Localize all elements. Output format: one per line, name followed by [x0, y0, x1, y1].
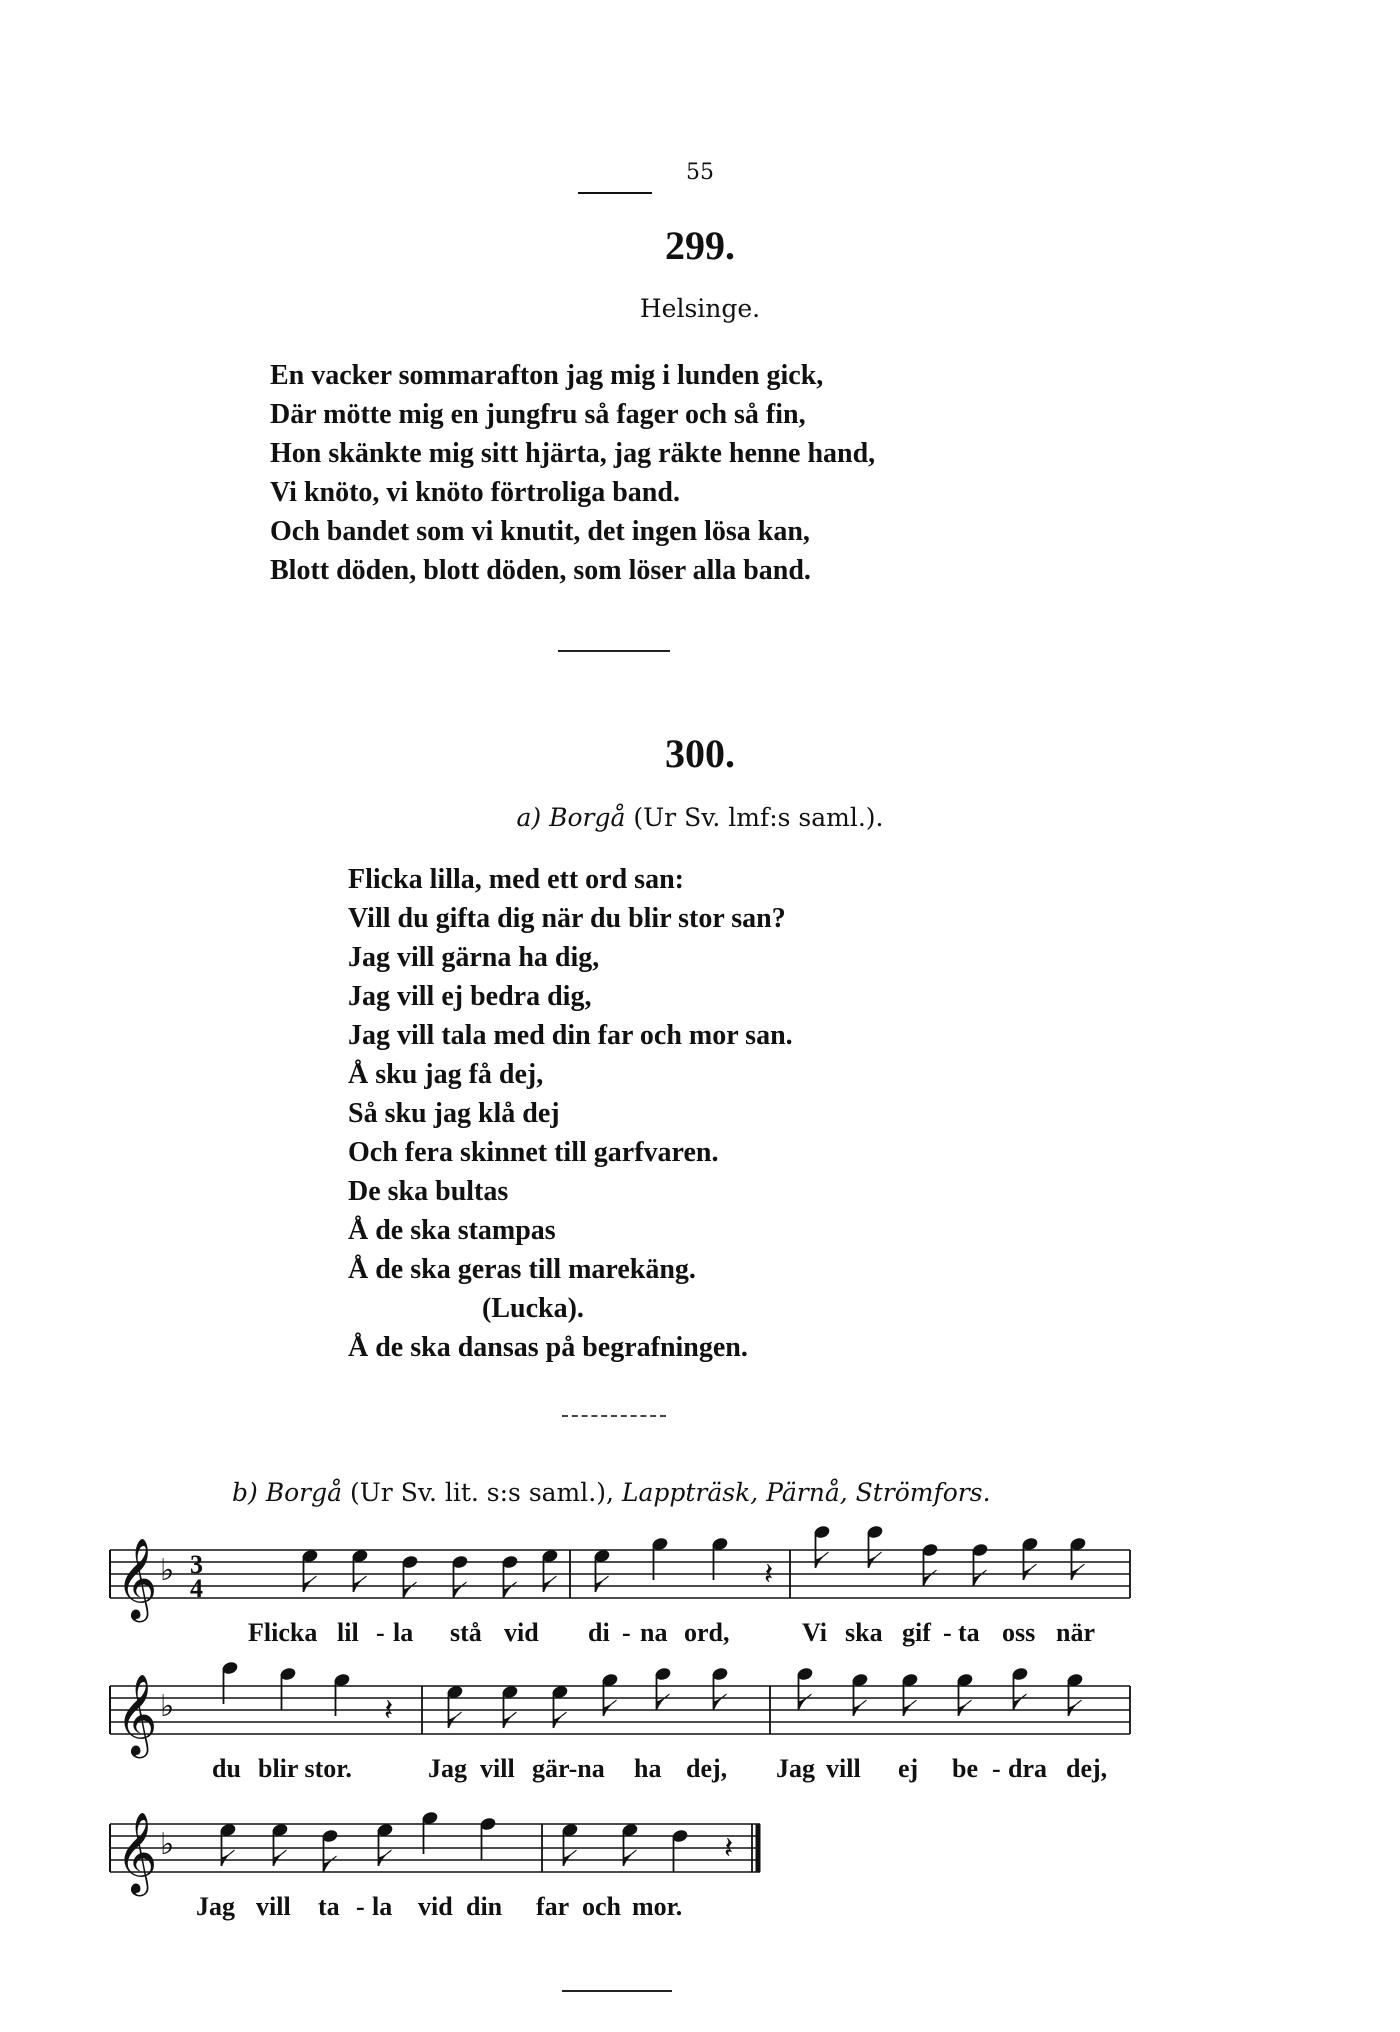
lyric-syllable: lil: [337, 1618, 359, 1647]
note-flag: [1069, 1700, 1082, 1716]
note-flag: [1024, 1564, 1037, 1580]
lyric-syllable: Jag: [776, 1754, 815, 1783]
song-number-299: 299.: [665, 223, 735, 268]
variant-b-note: (Ur Sv. lit. s:s saml.),: [349, 1478, 614, 1507]
lyric-syllable: vid: [504, 1618, 539, 1647]
lyric-syllable: Jag: [428, 1754, 467, 1783]
lyric-syllable: be: [952, 1754, 978, 1783]
lyric-syllable: -: [356, 1892, 365, 1921]
lyric-syllable: la: [372, 1892, 393, 1921]
lyric-syllable: du: [212, 1754, 241, 1783]
lyric-syllable: gif: [902, 1618, 931, 1647]
note-flag: [324, 1856, 337, 1872]
lyric-syllable: dej,: [686, 1754, 728, 1783]
song-number-300: 300.: [665, 731, 735, 776]
page-number-rule: [578, 192, 652, 194]
quarter-rest-icon: 𝄽: [764, 1557, 774, 1592]
note-flag: [904, 1700, 917, 1716]
verse-line: De ska bultas: [348, 1176, 509, 1207]
note-flag: [354, 1576, 367, 1592]
note-flag: [1072, 1564, 1085, 1580]
variant-b-source: [232, 1478, 991, 1507]
verse-line: Och fera skinnet till garfvaren.: [348, 1137, 719, 1168]
music-stave-1: [110, 1536, 1150, 1619]
variant-b-label: b): [232, 1478, 258, 1507]
lyric-syllable: -: [622, 1618, 631, 1647]
note-flag: [799, 1694, 812, 1710]
note-flag: [379, 1850, 392, 1866]
lyric-syllable: -: [992, 1754, 1001, 1783]
note-flag: [449, 1712, 462, 1728]
note-flag: [869, 1552, 882, 1568]
note-flag: [544, 1576, 557, 1592]
verse-line: Där mötte mig en jungfru så fager och så fin,: [270, 399, 806, 430]
note-flag: [624, 1850, 637, 1866]
lyric-syllable: gär-na: [532, 1754, 605, 1783]
lyric-syllable: -: [376, 1618, 385, 1647]
note-flag: [404, 1582, 417, 1598]
lyric-syllable: -: [943, 1618, 952, 1647]
note-flag: [974, 1570, 987, 1586]
note-flag: [454, 1582, 467, 1598]
verse-line: Jag vill gärna ha dig,: [348, 942, 600, 973]
treble-clef-icon: 𝄞: [116, 1811, 158, 1893]
verse-line: Blott döden, blott döden, som löser alla band.: [270, 555, 811, 586]
note-flag: [816, 1552, 829, 1568]
lyric-syllable: ord,: [684, 1618, 730, 1647]
lyric-syllable: när: [1056, 1618, 1095, 1647]
variant-b-places: Lappträsk, Pärnå, Strömfors.: [621, 1478, 991, 1507]
variant-a-label: a): [516, 803, 542, 832]
verse-line: Hon skänkte mig sitt hjärta, jag räkte henne hand,: [270, 438, 876, 469]
flat-icon: ♭: [160, 1553, 175, 1588]
verse-line: Å de ska geras till marekäng.: [348, 1254, 696, 1285]
note-flag: [504, 1712, 517, 1728]
lyric-syllable: ha: [634, 1754, 662, 1783]
lyric-syllable: Jag: [196, 1892, 235, 1921]
lyric-syllable: ta: [318, 1892, 340, 1921]
note-flag: [657, 1694, 670, 1710]
lyric-syllable: ej: [898, 1754, 919, 1783]
lyric-syllable: och: [582, 1892, 621, 1921]
variant-a-place: Borgå: [549, 803, 626, 832]
song-300a-verse: [348, 860, 793, 1367]
lyric-syllable: vid: [418, 1892, 453, 1921]
verse-line: Å de ska dansas på begrafningen.: [348, 1332, 748, 1363]
verse-line: Å de ska stampas: [348, 1215, 556, 1246]
note-flag: [714, 1694, 727, 1710]
lyric-syllable: oss: [1002, 1618, 1036, 1647]
lyric-syllable: dra: [1008, 1754, 1047, 1783]
note-flag: [604, 1700, 617, 1716]
flat-icon: ♭: [160, 1827, 175, 1862]
variant-a-source: [0, 803, 1400, 832]
lyric-syllable: na: [640, 1618, 668, 1647]
lyric-syllable: vill: [826, 1754, 861, 1783]
time-signature-top: 3: [190, 1550, 203, 1579]
note-flag: [959, 1700, 972, 1716]
note-flag: [854, 1700, 867, 1716]
verse-line: Vi knöto, vi knöto förtroliga band.: [270, 477, 680, 508]
verse-line: Flicka lilla, med ett ord san:: [348, 864, 684, 895]
verse-line: Så sku jag klå dej: [348, 1098, 560, 1129]
quarter-rest-icon: 𝄽: [384, 1693, 394, 1728]
treble-clef-icon: 𝄞: [116, 1537, 158, 1619]
time-signature-bottom: 4: [190, 1574, 203, 1603]
lyric-syllable: la: [393, 1618, 414, 1647]
note-flag: [554, 1712, 567, 1728]
note-flag: [596, 1576, 609, 1592]
lyric-syllable: di: [588, 1618, 610, 1647]
lyric-syllable: far: [536, 1892, 570, 1921]
quarter-rest-icon: 𝄽: [724, 1831, 734, 1866]
verse-line: (Lucka).: [482, 1293, 584, 1324]
lyric-syllable: mor.: [632, 1892, 683, 1921]
lyric-syllable: vill: [256, 1892, 291, 1921]
page-number: 55: [686, 160, 714, 185]
lyric-syllable: stå: [450, 1618, 482, 1647]
separator-rule: [562, 1415, 666, 1417]
verse-line: Vill du gifta dig när du blir stor san?: [348, 903, 786, 934]
verse-line: Jag vill tala med din far och mor san.: [348, 1020, 793, 1051]
flat-icon: ♭: [160, 1689, 175, 1724]
verse-line: Och bandet som vi knutit, det ingen lösa kan,: [270, 516, 810, 547]
lyric-syllable: din: [466, 1892, 503, 1921]
note-flag: [504, 1582, 517, 1598]
verse-line: Jag vill ej bedra dig,: [348, 981, 592, 1012]
lyric-syllable: Vi: [802, 1618, 828, 1647]
lyric-syllable: vill: [480, 1754, 515, 1783]
variant-b-place: Borgå: [265, 1478, 343, 1507]
note-flag: [222, 1850, 235, 1866]
lyric-syllable: blir stor.: [258, 1754, 352, 1783]
song-source-299: Helsinge.: [639, 294, 761, 323]
song-299-verse: [270, 356, 875, 590]
music-stave-2: [110, 1672, 1150, 1755]
lyric-syllable: ska: [845, 1618, 883, 1647]
verse-line: En vacker sommarafton jag mig i lunden gick,: [270, 360, 824, 391]
verse-line: Å sku jag få dej,: [348, 1059, 544, 1090]
separator-rule: [558, 650, 670, 652]
treble-clef-icon: 𝄞: [116, 1673, 158, 1755]
note-flag: [564, 1850, 577, 1866]
note-flag: [304, 1576, 317, 1592]
lyric-syllable: Flicka: [248, 1618, 318, 1647]
note-flag: [924, 1570, 937, 1586]
note-flag: [274, 1850, 287, 1866]
lyric-syllable: dej,: [1066, 1754, 1108, 1783]
separator-rule: [562, 1990, 672, 1992]
variant-a-note: (Ur Sv. lmf:s saml.).: [633, 803, 884, 832]
lyric-syllable: ta: [958, 1618, 980, 1647]
note-flag: [1014, 1694, 1027, 1710]
music-stave-3: [110, 1810, 780, 1893]
